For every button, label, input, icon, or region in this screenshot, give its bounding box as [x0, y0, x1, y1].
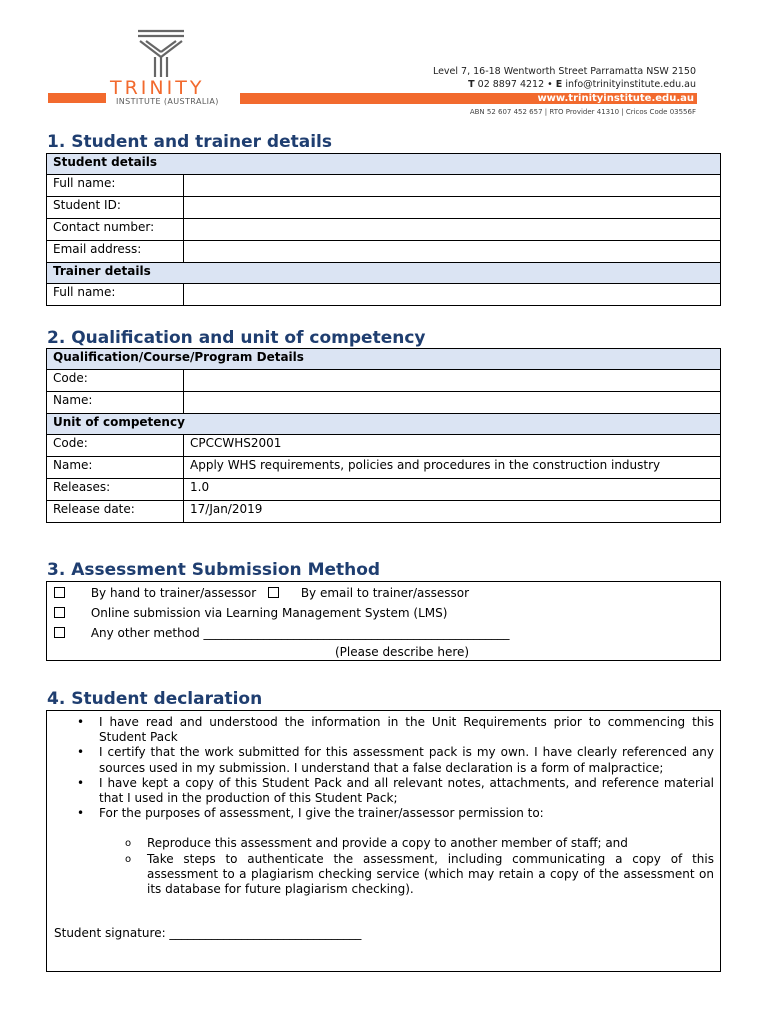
full-name-label: Full name: [47, 175, 184, 197]
unit-code-value: CPCCWHS2001 [184, 435, 721, 457]
trainer-details-band: Trainer details [47, 263, 721, 284]
email-option-label: By email to trainer/assessor [300, 586, 470, 600]
section2-heading: 2. Qualification and unit of competency [47, 328, 426, 348]
address-line: Level 7, 16-18 Wentworth Street Parramatta NSW 2150 [432, 66, 696, 77]
website-link[interactable]: www.trinityinstitute.edu.au [537, 93, 694, 104]
email-address-field[interactable] [184, 241, 721, 263]
contact-number-field[interactable] [184, 219, 721, 241]
declaration-sub-1: o Reproduce this assessment and provide a copy to another member of staff; and [125, 836, 628, 851]
declaration-bullet-1: • I have read and understood the information in the Unit Requirements prior to commencing this Student Pack [77, 715, 714, 745]
qual-name-field[interactable] [184, 392, 721, 414]
student-id-label: Student ID: [47, 197, 184, 219]
declaration-bullet-2: • I certify that the work submitted for this assessment pack is my own. I have clearly referenced any sources used in my submission. I understand that a false declaration is a form of malpractice; [77, 745, 714, 775]
section4-heading: 4. Student declaration [47, 689, 263, 709]
releases-label: Releases: [47, 479, 184, 501]
qual-name-label: Name: [47, 392, 184, 414]
abn-line: ABN 52 607 452 657 | RTO Provider 41310 | Cricos Code 03556F [469, 108, 696, 116]
qualification-table [46, 348, 721, 523]
other-option-label[interactable]: Any other method ___________________________________________________ [90, 626, 510, 640]
unit-name-value: Apply WHS requirements, policies and procedures in the construction industry [184, 457, 721, 479]
hand-option-label: By hand to trainer/assessor [90, 586, 257, 600]
trinity-logo-icon [134, 27, 188, 79]
student-trainer-table [46, 153, 721, 306]
qual-code-label: Code: [47, 370, 184, 392]
section3-heading: 3. Assessment Submission Method [47, 560, 381, 580]
trainer-full-name-field[interactable] [184, 284, 721, 306]
other-checkbox[interactable] [54, 627, 65, 638]
lms-checkbox[interactable] [54, 607, 65, 618]
contact-line: T 02 8897 4212 • E info@trinityinstitute.edu.au [468, 79, 696, 90]
student-details-band: Student details [47, 154, 721, 175]
qual-code-field[interactable] [184, 370, 721, 392]
describe-hint: (Please describe here) [335, 645, 470, 659]
declaration-sub-2: o Take steps to authenticate the assessment, including communicating a copy of this assessment to a plagiarism checking service (which may retain a copy of the assessment on its database for future plagiarism checking). [125, 851, 714, 897]
brand-bar-left [48, 93, 106, 103]
email-checkbox[interactable] [268, 587, 279, 598]
unit-band: Unit of competency [47, 414, 721, 435]
full-name-field[interactable] [184, 175, 721, 197]
unit-name-label: Name: [47, 457, 184, 479]
lms-option-label: Online submission via Learning Management System (LMS) [90, 606, 448, 620]
qualification-band: Qualification/Course/Program Details [47, 349, 721, 370]
letterhead [0, 0, 768, 125]
student-signature-line[interactable]: Student signature: ________________________________ [54, 926, 362, 940]
trainer-full-name-label: Full name: [47, 284, 184, 306]
releases-value: 1.0 [184, 479, 721, 501]
declaration-bullet-4: • For the purposes of assessment, I give the trainer/assessor permission to: [77, 806, 544, 821]
submission-method-box [46, 581, 721, 661]
student-id-field[interactable] [184, 197, 721, 219]
declaration-bullet-3: • I have kept a copy of this Student Pack and all relevant notes, attachments, and reference material that I used in the production of this Student Pack; [77, 775, 714, 806]
unit-code-label: Code: [47, 435, 184, 457]
hand-checkbox[interactable] [54, 587, 65, 598]
contact-number-label: Contact number: [47, 219, 184, 241]
logo-subtitle: INSTITUTE (AUSTRALIA) [116, 97, 219, 106]
student-declaration-box [46, 710, 721, 972]
logo-wordmark: TRINITY [110, 77, 205, 99]
release-date-label: Release date: [47, 501, 184, 523]
email-address-label: Email address: [47, 241, 184, 263]
release-date-value: 17/Jan/2019 [184, 501, 721, 523]
section1-heading: 1. Student and trainer details [47, 132, 332, 152]
